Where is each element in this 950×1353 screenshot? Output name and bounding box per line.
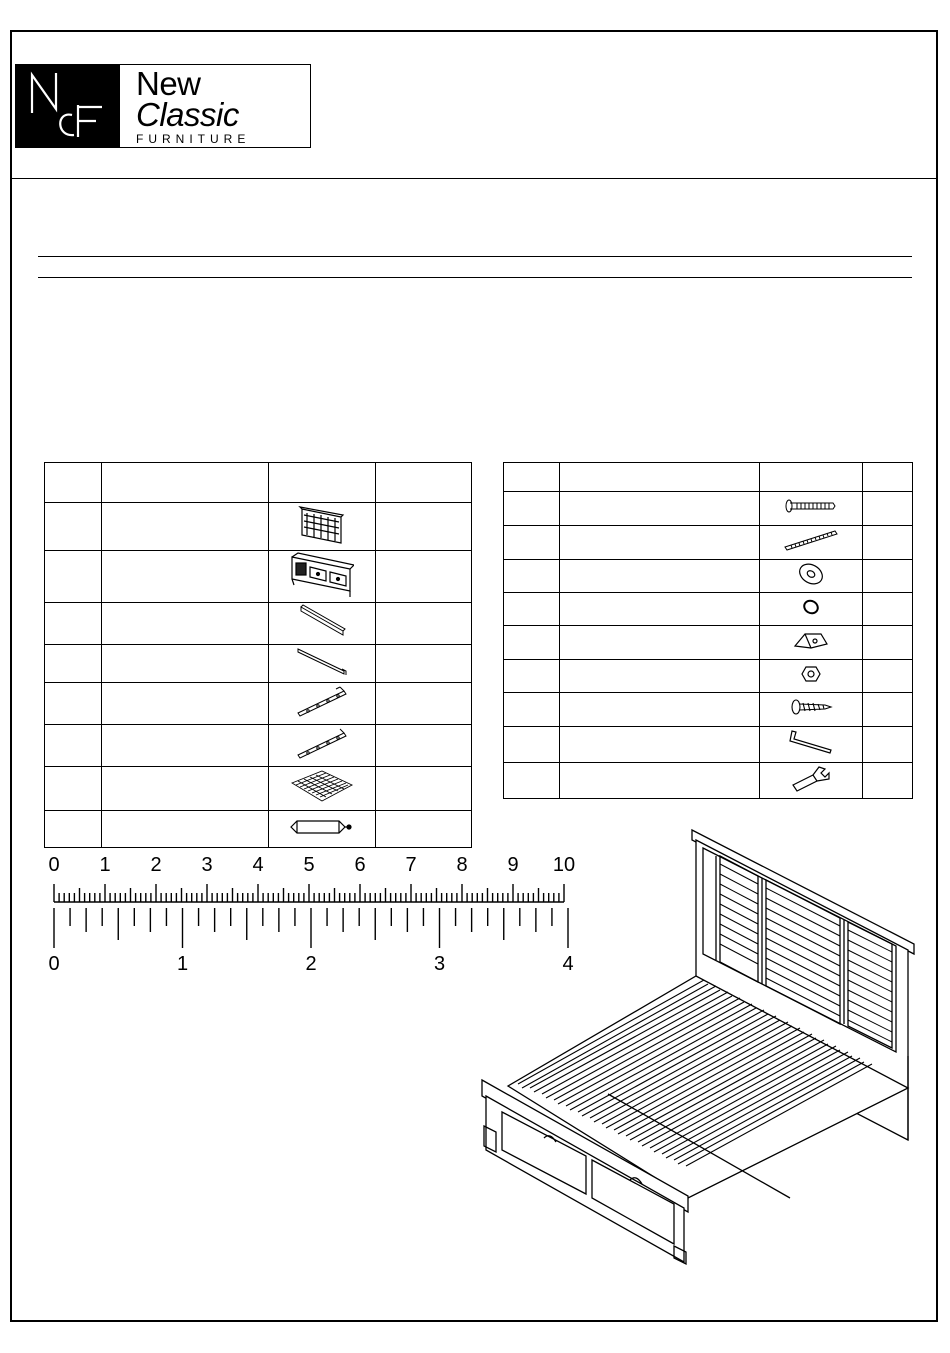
side-rail-icon [269, 603, 376, 645]
allen-key-icon [760, 727, 863, 763]
table-row [45, 725, 472, 767]
flat-washer-icon [760, 560, 863, 593]
brand-logo [15, 64, 311, 148]
table-row [504, 693, 913, 727]
slat-roll-icon [269, 767, 376, 811]
table-row [45, 767, 472, 811]
cm-label: 6 [354, 854, 366, 876]
long-bolt-icon [760, 526, 863, 560]
table-row [45, 683, 472, 725]
cm-label: 4 [252, 854, 264, 876]
title-rule-bottom [38, 277, 912, 278]
corner-block-icon [760, 626, 863, 660]
headboard-icon [269, 503, 376, 551]
cm-label: 9 [507, 854, 519, 876]
table-row [504, 763, 913, 799]
support-leg-icon [269, 811, 376, 848]
inch-label: 3 [433, 953, 446, 975]
cm-label: 2 [150, 854, 162, 876]
spring-washer-icon [760, 593, 863, 626]
table-row [45, 811, 472, 848]
inch-label: 4 [562, 953, 574, 975]
footboard-storage-icon [269, 551, 376, 603]
brand-name-line1: New [136, 65, 201, 102]
bracket-icon [269, 725, 376, 767]
title-rule-top [38, 256, 912, 257]
table-row [45, 645, 472, 683]
table-row [45, 603, 472, 645]
inch-label: 1 [176, 953, 189, 975]
cm-label: 5 [303, 854, 315, 876]
cm-label: 8 [456, 854, 468, 876]
hardware-header-row [504, 463, 913, 492]
table-row [45, 503, 472, 551]
parts-table [44, 462, 472, 848]
bracket-icon [269, 683, 376, 725]
table-row [45, 551, 472, 603]
table-row [504, 660, 913, 693]
table-row [504, 593, 913, 626]
table-row [504, 727, 913, 763]
wood-screw-icon [760, 693, 863, 727]
assembled-bed-illustration [478, 826, 918, 1266]
table-row [504, 626, 913, 660]
header-divider [10, 178, 938, 179]
bolt-icon [760, 492, 863, 526]
inch-label: 2 [305, 953, 317, 975]
brand-name-line3: FURNITURE [136, 132, 251, 146]
hardware-table [503, 462, 913, 799]
center-rail-icon [269, 645, 376, 683]
table-row [504, 560, 913, 593]
cm-label: 1 [99, 854, 111, 876]
ncf-monogram [16, 65, 120, 147]
cm-label: 3 [201, 854, 213, 876]
cm-label: 7 [405, 854, 417, 876]
table-row [504, 526, 913, 560]
parts-header-row [45, 463, 472, 503]
nut-icon [760, 660, 863, 693]
brand-name-line2: Classic [136, 96, 239, 133]
table-row [504, 492, 913, 526]
cm-label: 0 [48, 854, 60, 876]
cm-label: 10 [552, 854, 576, 876]
inch-label: 0 [48, 953, 60, 975]
wrench-icon [760, 763, 863, 799]
